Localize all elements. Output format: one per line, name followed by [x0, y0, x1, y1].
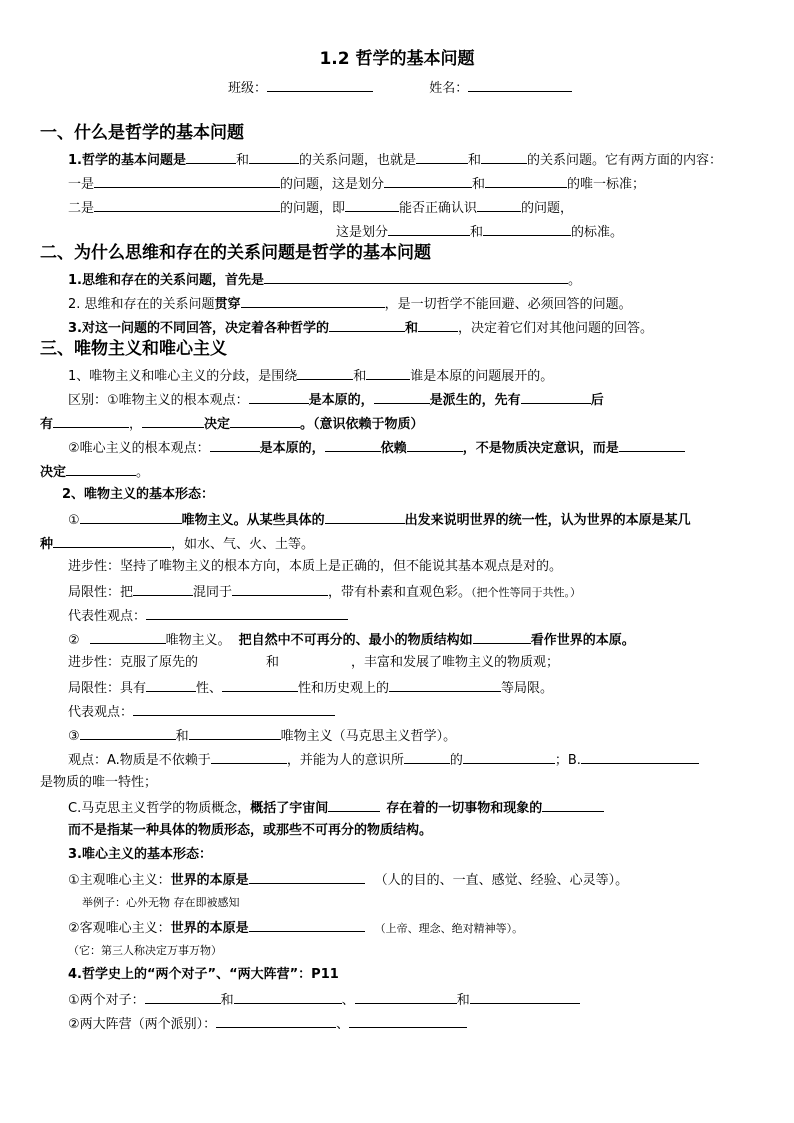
blank[interactable] — [366, 366, 410, 380]
blank[interactable] — [94, 198, 280, 212]
s3-line-20: 而不是指某一种具体的物质形态，或那些不可再分的物质结构。 — [68, 823, 433, 838]
text: 和 — [353, 369, 367, 384]
text: ②客观唯心主义： — [68, 921, 171, 936]
text: ①主观唯心主义： — [68, 873, 171, 888]
text: 等局限。 — [501, 681, 554, 696]
class-label: 班级： — [228, 81, 268, 96]
s3-line-1 — [68, 366, 553, 386]
text: 把自然中不可再分的、最小的物质结构如 — [238, 633, 473, 648]
text: 1.思维和存在的关系问题，首先是 — [68, 273, 264, 288]
blank[interactable] — [325, 510, 405, 524]
text: （人的目的、一直、感觉、经验、心灵等）。 — [374, 873, 629, 888]
s3-line-17 — [68, 750, 699, 770]
text: 依赖 — [380, 441, 407, 456]
s3-line-26: 4.哲学史上的“两个对子”、“两大阵营”：P11 — [68, 967, 339, 982]
text: 唯物主义。从某些具体的 — [181, 513, 325, 528]
blank[interactable] — [90, 630, 166, 644]
blank[interactable] — [211, 750, 287, 764]
text: C.马克思主义哲学的物质概念， — [68, 801, 251, 816]
blank[interactable] — [249, 918, 365, 932]
text: 2. 思维和存在的关系问题 — [68, 297, 215, 312]
text: 看作世界的本原。 — [530, 633, 635, 648]
text: 一是 — [68, 177, 95, 192]
text: 唯物主义（马克思主义哲学）。 — [280, 729, 457, 744]
s3-line-4 — [68, 438, 685, 458]
text: （上帝、理念、绝对精神等）。 — [374, 922, 524, 935]
text: 世界的本原是 — [170, 921, 249, 936]
blank[interactable] — [416, 150, 468, 164]
blank[interactable] — [619, 438, 685, 452]
text: ②两大阵营（两个派别）： — [68, 1017, 217, 1032]
blank[interactable] — [374, 390, 430, 404]
blank[interactable] — [521, 390, 591, 404]
text: 1、唯物主义和唯心主义的分歧，是围绕 — [68, 369, 298, 384]
name-label: 姓名： — [429, 81, 469, 96]
blank[interactable] — [230, 414, 300, 428]
blank[interactable] — [189, 726, 281, 740]
section-1-heading: 一、什么是哲学的基本问题 — [40, 123, 244, 143]
text: 和 — [175, 729, 189, 744]
text: 有 — [40, 417, 54, 432]
blank[interactable] — [384, 174, 472, 188]
s3-line-24 — [68, 918, 523, 938]
text: 。 — [567, 273, 581, 288]
blank[interactable] — [404, 750, 450, 764]
text: ， — [129, 417, 143, 432]
text: 世界的本原是 — [170, 873, 249, 888]
blank[interactable] — [249, 150, 299, 164]
text: 是本原的， — [259, 441, 325, 456]
s3-line-15 — [68, 702, 335, 722]
text: 局限性：具有 — [68, 681, 147, 696]
blank[interactable] — [264, 270, 568, 284]
text: ，决定着它们对其他问题的回答。 — [458, 321, 654, 336]
text: ，如水、气、火、土等。 — [171, 537, 315, 552]
text: 贯穿 — [214, 297, 241, 312]
text: 的 — [449, 753, 463, 768]
s3-line-5 — [40, 462, 149, 482]
blank[interactable] — [473, 630, 531, 644]
s3-line-6: 2、唯物主义的基本形态： — [62, 487, 215, 502]
blank[interactable] — [328, 798, 380, 812]
blank[interactable] — [222, 678, 298, 692]
text: 决定 — [204, 417, 231, 432]
s2-line-1 — [68, 270, 581, 290]
text: 这是划分 — [336, 225, 389, 240]
blank[interactable] — [94, 174, 280, 188]
text: 是本原的， — [308, 393, 374, 408]
s3-line-22 — [68, 870, 628, 890]
s3-line-3 — [40, 414, 424, 434]
text: 的问题，这是划分 — [280, 177, 385, 192]
blank[interactable] — [349, 1014, 467, 1028]
text: 性、 — [196, 681, 223, 696]
text: 的问题， — [521, 201, 574, 216]
text: 和 — [404, 321, 418, 336]
blank[interactable] — [388, 222, 470, 236]
blank[interactable] — [53, 414, 129, 428]
text: ；B. — [554, 753, 581, 768]
text: 进步性：克服了原先的 — [68, 655, 199, 670]
text: ，是一切哲学不能回避、必须回答的问题。 — [384, 297, 632, 312]
blank[interactable] — [241, 294, 385, 308]
text: ①两个对子： — [68, 993, 145, 1008]
text: 。（意识依赖于物质） — [300, 417, 424, 432]
text: 和 — [235, 153, 249, 168]
text: （把个性等同于共性。） — [471, 586, 582, 599]
text: ，带有朴素和直观色彩。 — [328, 585, 472, 600]
text: 和 — [456, 993, 470, 1008]
blank[interactable] — [66, 462, 136, 476]
text: 谁是本原的问题展开的。 — [410, 369, 554, 384]
text: 局限性：把 — [68, 585, 134, 600]
text: 、 — [341, 993, 355, 1008]
text: 出发来说明世界的统一性，认为世界的本原是某几 — [404, 513, 691, 528]
s2-line-3 — [68, 318, 653, 338]
blank[interactable] — [355, 990, 457, 1004]
text: ，丰富和发展了唯物主义的物质观； — [351, 655, 560, 670]
text: 唯物主义。 — [165, 633, 231, 648]
text: 、 — [336, 1017, 350, 1032]
text: 种 — [40, 537, 54, 552]
blank[interactable] — [407, 438, 463, 452]
text: ① — [68, 513, 80, 528]
text: 决定 — [40, 465, 67, 480]
blank[interactable] — [232, 582, 328, 596]
text: 的关系问题，也就是 — [299, 153, 417, 168]
text: 混同于 — [193, 585, 233, 600]
s1-line-4 — [336, 222, 623, 242]
text: 性和历史观上的 — [298, 681, 390, 696]
text: 区别：①唯物主义的根本观点： — [68, 393, 249, 408]
text: 的唯一标准； — [567, 177, 646, 192]
text: 和 — [220, 993, 234, 1008]
text: 。 — [136, 465, 150, 480]
blank[interactable] — [142, 414, 204, 428]
blank[interactable] — [216, 1014, 336, 1028]
s1-line-2 — [68, 174, 645, 194]
text: 后 — [590, 393, 604, 408]
blank[interactable] — [133, 582, 193, 596]
text: ③ — [68, 729, 80, 744]
blank[interactable] — [470, 990, 580, 1004]
blank[interactable] — [329, 318, 405, 332]
blank[interactable] — [80, 726, 176, 740]
text: ，不是物质决定意识，而是 — [462, 441, 619, 456]
blank[interactable] — [234, 990, 342, 1004]
text: 和 — [472, 177, 486, 192]
blank[interactable] — [581, 750, 699, 764]
blank[interactable] — [485, 174, 567, 188]
blank[interactable] — [418, 318, 458, 332]
blank[interactable] — [249, 870, 365, 884]
text: 能否正确认识 — [399, 201, 478, 216]
s3-line-10 — [68, 582, 581, 602]
blank[interactable] — [80, 510, 182, 524]
text: 的问题，即 — [280, 201, 346, 216]
text: 观点：A.物质是不依赖于 — [68, 753, 211, 768]
text: 二是 — [68, 201, 95, 216]
blank[interactable] — [133, 702, 335, 716]
s3-line-2 — [68, 390, 604, 410]
s3-line-28 — [68, 1014, 467, 1034]
blank[interactable] — [249, 390, 309, 404]
s3-line-21: 3.唯心主义的基本形态： — [68, 847, 212, 862]
blank[interactable] — [297, 366, 353, 380]
s1-line-1 — [68, 150, 722, 170]
s3-line-8 — [40, 534, 314, 554]
blank[interactable] — [483, 222, 571, 236]
text: 概括了宇宙间 — [250, 801, 329, 816]
section-3-heading: 三、唯物主义和唯心主义 — [40, 339, 227, 359]
text: 存在着的一切事物和现象的 — [386, 801, 543, 816]
s3-line-16 — [68, 726, 456, 746]
text: 和 — [266, 655, 280, 670]
s3-line-11 — [68, 606, 348, 626]
s3-line-7 — [68, 510, 691, 530]
s3-line-18: 是物质的唯一特性； — [40, 775, 158, 790]
text: 和 — [468, 153, 482, 168]
class-blank[interactable] — [267, 78, 373, 92]
blank[interactable] — [389, 678, 501, 692]
s1-line-3 — [68, 198, 573, 218]
s3-line-27 — [68, 990, 580, 1010]
text: 的标准。 — [571, 225, 624, 240]
text: 代表性观点： — [68, 609, 147, 624]
s3-line-12 — [68, 630, 635, 650]
page-title: 1.2 哲学的基本问题 — [319, 49, 475, 69]
blank[interactable] — [542, 798, 604, 812]
text: 1.哲学的基本问题是 — [68, 153, 186, 168]
blank[interactable] — [345, 198, 399, 212]
s3-line-19 — [68, 798, 604, 818]
s2-line-2 — [68, 294, 632, 314]
text: 代表观点： — [68, 705, 134, 720]
s3-line-14 — [68, 678, 553, 698]
blank[interactable] — [186, 150, 236, 164]
text: ，并能为人的意识所 — [286, 753, 404, 768]
text: 是派生的，先有 — [429, 393, 521, 408]
s3-line-13 — [68, 654, 559, 672]
blank[interactable] — [53, 534, 171, 548]
blank[interactable] — [477, 198, 521, 212]
text: 和 — [470, 225, 484, 240]
s3-line-23: 举例子：心外无物 存在即被感知 — [82, 896, 240, 909]
blank[interactable] — [146, 678, 196, 692]
name-blank[interactable] — [468, 78, 572, 92]
section-2-heading: 二、为什么思维和存在的关系问题是哲学的基本问题 — [40, 243, 431, 263]
blank[interactable] — [145, 990, 221, 1004]
s3-line-9: 进步性：坚持了唯物主义的根本方向，本质上是正确的，但不能说其基本观点是对的。 — [68, 559, 563, 574]
blank[interactable] — [463, 750, 555, 764]
text: ② — [68, 633, 80, 648]
text: 3.对这一问题的不同回答，决定着各种哲学的 — [68, 321, 329, 336]
blank[interactable] — [210, 438, 260, 452]
text: 的关系问题。它有两方面的内容： — [527, 153, 723, 168]
s3-line-25: （它：第三人称决定万事万物） — [68, 944, 222, 957]
header-fields — [228, 78, 572, 98]
blank[interactable] — [325, 438, 381, 452]
blank[interactable] — [146, 606, 348, 620]
text: ②唯心主义的根本观点： — [68, 441, 210, 456]
blank[interactable] — [481, 150, 527, 164]
